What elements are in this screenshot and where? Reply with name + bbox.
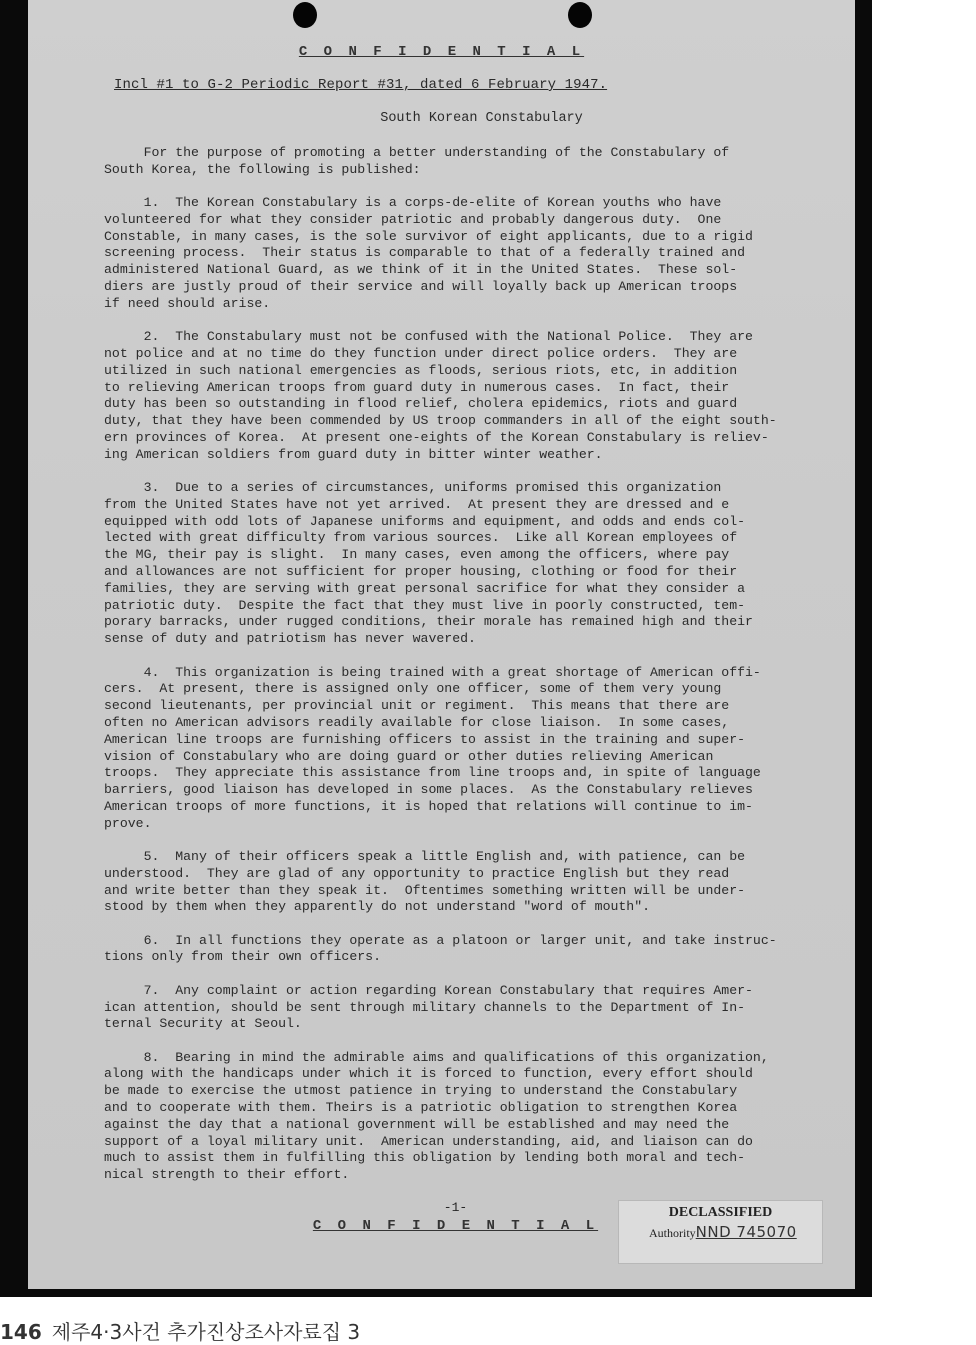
text-line: not police and at no time do they function under direct police orders. They are bbox=[104, 345, 738, 361]
text-line: South Korea, the following is published: bbox=[104, 161, 421, 177]
text-line: volunteered for what they consider patriotic and probably dangerous duty. One bbox=[104, 211, 722, 227]
text-line: ternal Security at Seoul. bbox=[104, 1016, 302, 1032]
document-body bbox=[104, 145, 824, 1201]
confidential-footer-text: C O N F I D E N T I A L bbox=[312, 1218, 599, 1234]
text-line: and to cooperate with them. Theirs is a patriotic obligation to strengthen Korea bbox=[104, 1100, 738, 1116]
text-line: if need should arise. bbox=[104, 295, 271, 311]
text-line: sense of duty and patriotism has never wavered. bbox=[104, 631, 476, 647]
text-line: administered National Guard, as we think of it in the United States. These sol- bbox=[104, 262, 738, 278]
paragraph-p5 bbox=[104, 849, 824, 916]
text-line: diers are justly proud of their service and will loyally back up American troops bbox=[104, 279, 738, 295]
paragraph-p3 bbox=[104, 480, 824, 648]
text-line: prove. bbox=[104, 815, 152, 831]
text-line: duty, that they have been commended by US troop commanders in all of the eight south- bbox=[104, 413, 777, 429]
document-title: South Korean Constabulary bbox=[380, 111, 583, 126]
text-line: equipped with odd lots of Japanese uniforms and equipment, and odds and ends col- bbox=[104, 513, 746, 529]
text-line: and write better than they speak it. Oftentimes something written will be under- bbox=[104, 882, 746, 898]
text-line: understood. They are glad of any opportunity to practice English but they read bbox=[104, 865, 730, 881]
text-line: 6. In all functions they operate as a platoon or larger unit, and take instruc- bbox=[104, 932, 777, 948]
text-line: 5. Many of their officers speak a little English and, with patience, can be bbox=[104, 848, 746, 864]
book-page-number: 146 bbox=[0, 1320, 42, 1344]
text-line: cers. At present, there is assigned only one officer, some of them very young bbox=[104, 681, 722, 697]
stamp-authority-label: Authority bbox=[649, 1226, 696, 1240]
text-line: be made to exercise the utmost patience in trying to understand the Constabulary bbox=[104, 1083, 738, 1099]
text-line: screening process. Their status is comparable to that of a federally trained and bbox=[104, 245, 746, 261]
text-line: nical strength to their effort. bbox=[104, 1167, 350, 1183]
text-line: porary barracks, under rugged conditions, their morale has remained high and their bbox=[104, 614, 753, 630]
paragraph-intro bbox=[104, 145, 824, 179]
paragraph-p6 bbox=[104, 933, 824, 967]
text-line: ing American soldiers from guard duty in bitter winter weather. bbox=[104, 446, 603, 462]
declassified-stamp bbox=[618, 1200, 823, 1264]
text-line: lected with great difficulty from various sources. Like all Korean employees of bbox=[104, 530, 738, 546]
text-line: 1. The Korean Constabulary is a corps-de-elite of Korean youths who have bbox=[104, 195, 722, 211]
text-line: and allowances are not sufficient for proper housing, clothing or food for their bbox=[104, 564, 738, 580]
text-line: against the day that a national government will be established and may need the bbox=[104, 1116, 730, 1132]
text-line: 3. Due to a series of circumstances, uniforms promised this organization bbox=[104, 480, 722, 496]
text-line: the MG, their pay is slight. In many cases, even among the officers, where pay bbox=[104, 547, 730, 563]
text-line: often no American advisors readily available for close liaison. In some cases, bbox=[104, 714, 730, 730]
text-line: American line troops are furnishing officers to assist in the training and super- bbox=[104, 731, 746, 747]
text-line: vision of Constabulary who are doing guard or other duties relieving American bbox=[104, 748, 714, 764]
page-number: -1- bbox=[443, 1200, 468, 1215]
document-title-wrap bbox=[28, 111, 855, 126]
book-title: 제주4·3사건 추가진상조사자료집 3 bbox=[51, 1320, 361, 1344]
confidential-header bbox=[28, 44, 855, 60]
paragraph-p7 bbox=[104, 983, 824, 1033]
document-page bbox=[28, 0, 855, 1289]
text-line: stood by them when they apparently do not understand "word of mouth". bbox=[104, 899, 651, 915]
text-line: 2. The Constabulary must not be confused with the National Police. They are bbox=[104, 329, 753, 345]
book-caption bbox=[0, 1316, 360, 1345]
text-line: to relieving American troops from guard duty in numerous cases. In fact, their bbox=[104, 379, 730, 395]
stamp-authority bbox=[649, 1223, 797, 1241]
text-line: duty has been so outstanding in flood relief, cholera epidemics, riots and guard bbox=[104, 396, 738, 412]
paragraph-p2 bbox=[104, 329, 824, 463]
text-line: ern provinces of Korea. At present one-eights of the Korean Constabulary is reliev- bbox=[104, 429, 769, 445]
text-line: along with the handicaps under which it is forced to function, every effort should bbox=[104, 1066, 753, 1082]
text-line: 4. This organization is being trained with a great shortage of American offi- bbox=[104, 664, 761, 680]
text-line: troops. They appreciate this assistance from line troops and, in spite of language bbox=[104, 765, 761, 781]
text-line: second lieutenants, per provincial unit or regiment. This means that there are bbox=[104, 698, 730, 714]
inclosure-line: Incl #1 to G-2 Periodic Report #31, dated 6 February 1947. bbox=[114, 77, 608, 93]
text-line: 7. Any complaint or action regarding Korean Constabulary that requires Amer- bbox=[104, 982, 753, 998]
text-line: families, they are serving with great personal sacrifice for what they consider a bbox=[104, 580, 746, 596]
punch-hole-icon bbox=[568, 2, 592, 28]
confidential-header-text: C O N F I D E N T I A L bbox=[298, 44, 585, 60]
text-line: barriers, good liaison has developed in some places. As the Constabulary relieves bbox=[104, 782, 753, 798]
paragraph-p8 bbox=[104, 1050, 824, 1184]
text-line: support of a loyal military unit. American understanding, aid, and liaison can do bbox=[104, 1133, 753, 1149]
paragraph-p1 bbox=[104, 195, 824, 313]
stamp-authority-value: NND 745070 bbox=[695, 1223, 797, 1241]
paragraph-p4 bbox=[104, 665, 824, 833]
text-line: patriotic duty. Despite the fact that they must live in poorly constructed, tem- bbox=[104, 597, 746, 613]
punch-hole-icon bbox=[293, 2, 317, 28]
text-line: 8. Bearing in mind the admirable aims and qualifications of this organization, bbox=[104, 1049, 769, 1065]
text-line: tions only from their own officers. bbox=[104, 949, 381, 965]
text-line: much to assist them in fulfilling this obligation by lending both moral and tech- bbox=[104, 1150, 746, 1166]
text-line: For the purpose of promoting a better understanding of the Constabulary of bbox=[104, 145, 730, 160]
stamp-title: DECLASSIFIED bbox=[668, 1205, 773, 1220]
text-line: ican attention, should be sent through military channels to the Department of In- bbox=[104, 999, 746, 1015]
text-line: Constable, in many cases, is the sole survivor of eight applicants, due to a rigid bbox=[104, 228, 753, 244]
text-line: American troops of more functions, it is hoped that relations will continue to im- bbox=[104, 798, 753, 814]
text-line: from the United States have not yet arrived. At present they are dressed and e bbox=[104, 496, 730, 512]
text-line: utilized in such national emergencies as floods, serious riots, etc, in addition bbox=[104, 362, 738, 378]
